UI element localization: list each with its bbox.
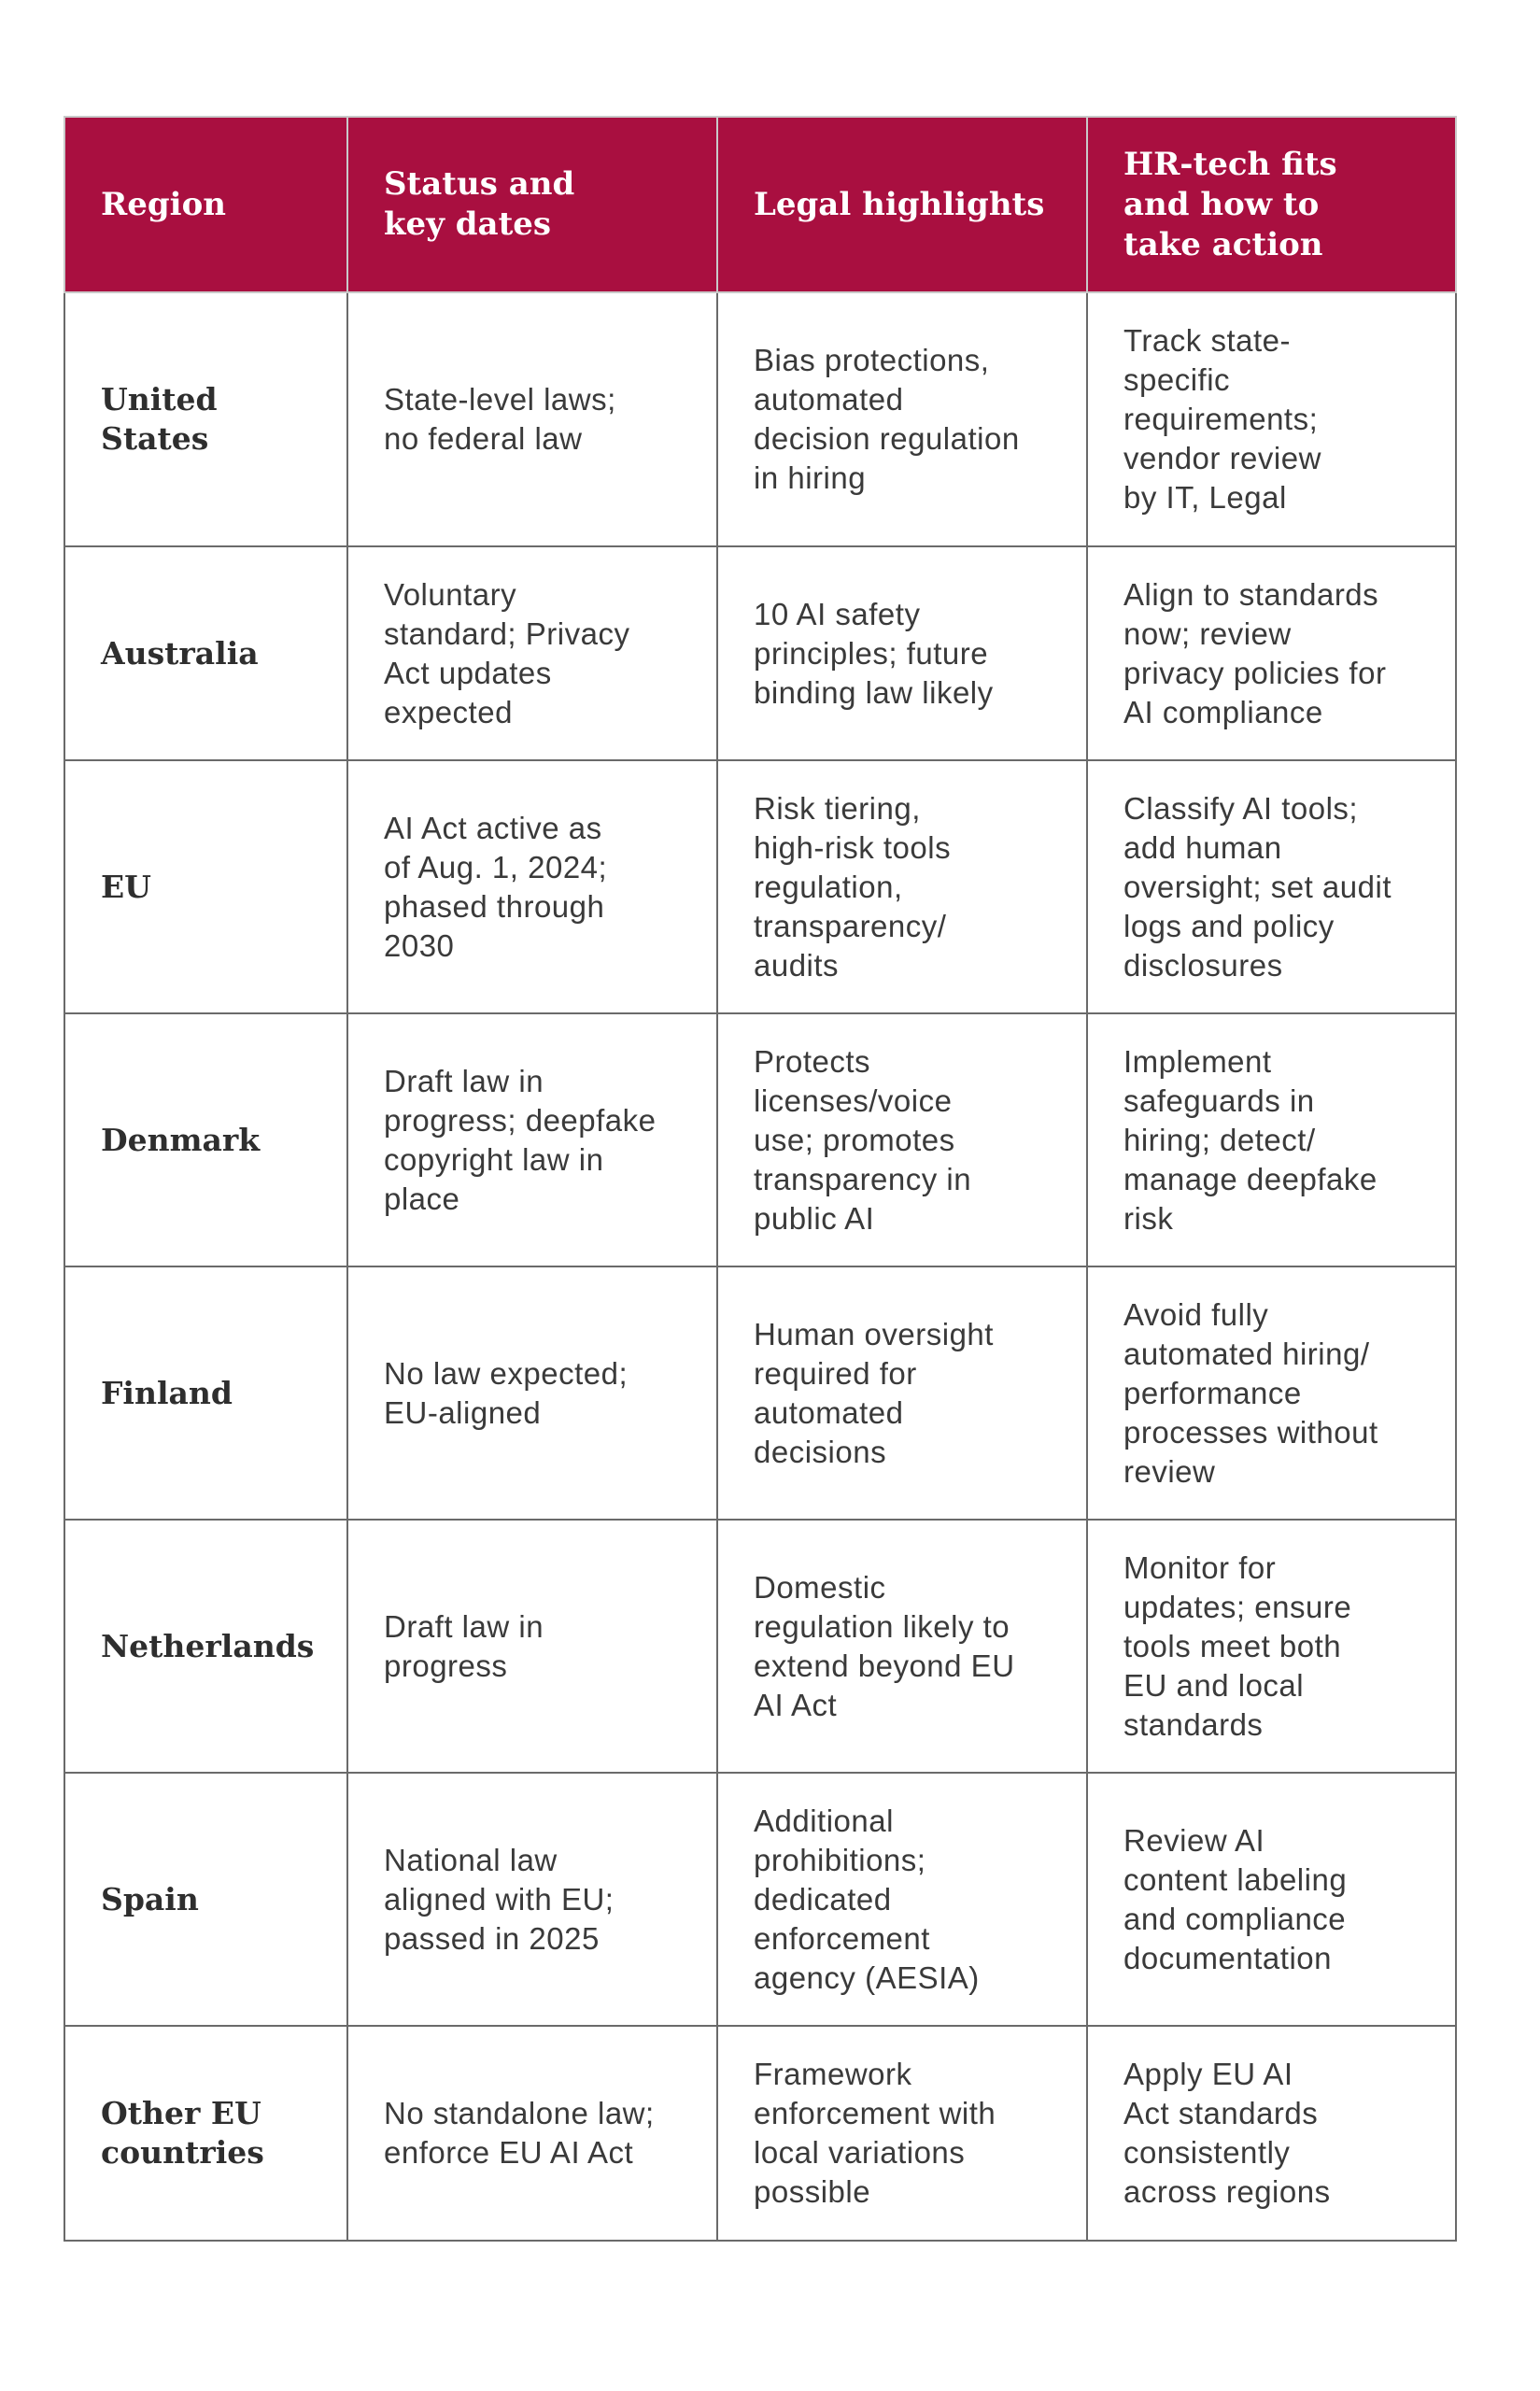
region-cell: Finland <box>64 1266 347 1520</box>
region-cell: EU <box>64 760 347 1013</box>
table-row <box>64 546 1456 760</box>
legal-cell: 10 AI safety principles; future binding law likely <box>717 546 1087 760</box>
legal-cell: Domestic regulation likely to extend beyond EU AI Act <box>717 1520 1087 1773</box>
action-cell: Monitor for updates; ensure tools meet both EU and local standards <box>1087 1520 1456 1773</box>
table-body <box>64 292 1456 2241</box>
region-cell: Other EU countries <box>64 2026 347 2241</box>
table-header <box>64 117 1456 292</box>
legal-cell: Framework enforcement with local variations possible <box>717 2026 1087 2241</box>
status-cell: Draft law in progress <box>347 1520 717 1773</box>
table-row <box>64 1520 1456 1773</box>
status-cell: Draft law in progress; deepfake copyright law in place <box>347 1013 717 1266</box>
regulation-table-container <box>64 116 1455 2242</box>
header-status: Status and key dates <box>347 117 717 292</box>
status-cell: No standalone law; enforce EU AI Act <box>347 2026 717 2241</box>
table-row <box>64 1013 1456 1266</box>
legal-cell: Human oversight required for automated decisions <box>717 1266 1087 1520</box>
action-cell: Avoid fully automated hiring/ performance processes without review <box>1087 1266 1456 1520</box>
table-row <box>64 1773 1456 2026</box>
header-row <box>64 117 1456 292</box>
legal-cell: Bias protections, automated decision regulation in hiring <box>717 292 1087 546</box>
header-region: Region <box>64 117 347 292</box>
status-cell: National law aligned with EU; passed in 2025 <box>347 1773 717 2026</box>
header-legal: Legal highlights <box>717 117 1087 292</box>
legal-cell: Additional prohibitions; dedicated enforcement agency (AESIA) <box>717 1773 1087 2026</box>
table-row <box>64 760 1456 1013</box>
ai-regulation-table <box>64 116 1457 2242</box>
status-cell: AI Act active as of Aug. 1, 2024; phased through 2030 <box>347 760 717 1013</box>
table-row <box>64 292 1456 546</box>
action-cell: Apply EU AI Act standards consistently across regions <box>1087 2026 1456 2241</box>
region-cell: United States <box>64 292 347 546</box>
region-cell: Australia <box>64 546 347 760</box>
region-cell: Denmark <box>64 1013 347 1266</box>
status-cell: Voluntary standard; Privacy Act updates expected <box>347 546 717 760</box>
legal-cell: Risk tiering, high-risk tools regulation, transparency/ audits <box>717 760 1087 1013</box>
action-cell: Implement safeguards in hiring; detect/ manage deepfake risk <box>1087 1013 1456 1266</box>
table-row <box>64 1266 1456 1520</box>
action-cell: Track state- specific requirements; vendor review by IT, Legal <box>1087 292 1456 546</box>
status-cell: No law expected; EU-aligned <box>347 1266 717 1520</box>
action-cell: Classify AI tools; add human oversight; set audit logs and policy disclosures <box>1087 760 1456 1013</box>
table-row <box>64 2026 1456 2241</box>
action-cell: Align to standards now; review privacy policies for AI compliance <box>1087 546 1456 760</box>
legal-cell: Protects licenses/voice use; promotes transparency in public AI <box>717 1013 1087 1266</box>
region-cell: Spain <box>64 1773 347 2026</box>
action-cell: Review AI content labeling and compliance documentation <box>1087 1773 1456 2026</box>
region-cell: Netherlands <box>64 1520 347 1773</box>
header-action: HR-tech fits and how to take action <box>1087 117 1456 292</box>
status-cell: State-level laws; no federal law <box>347 292 717 546</box>
